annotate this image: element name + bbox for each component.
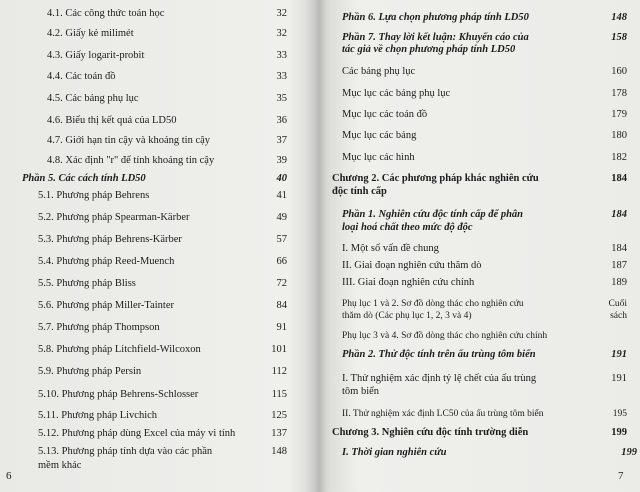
page-number: 6 [6,470,12,482]
page-number: 7 [618,470,624,482]
left-page: 4.1. Các công thức toán học 32 4.2. Giấy kẻ milimét 32 4.3. Giấy logarit-probit 33 4.4. Các toán đồ 33 4.5. Các bảng phụ lục 35 4.6. Biểu thị kết quả của LD50 36 4.7. Giới hạn tin cậy và khoảng tin cậy 37 4.8. Xác định "r" để tính khoảng tin cậy 39 Phần 5. Các cách tính LD50 40 5.1. Phương pháp Behrens 41 5.2. Phương pháp Spearman-Kärber 49 5.3. Phương pháp Behrens-Kärber 57 5.4. Phương pháp Reed-Muench 66 5.5. Phương pháp Bliss 72 5.6. Phương pháp Miller-Tainter 84 5.7. Phương pháp Thompson 91 5.8. Phương pháp Litchfield-Wilcoxon 101 5.9. Phương pháp Persin 112 5.10. Phương pháp Behrens-Schlosser 115 5.11. Phương pháp Livchich 125 5.12. Phương pháp dùng Excel của máy vi tính 137 5.13. Phương pháp tính dựa vào các phần 148 mềm khác 6 [6,8,287,482]
right-page: Phần 6. Lựa chọn phương pháp tính LD50 148 Phần 7. Thay lời kết luận: Khuyến cáo của 158 tác giả về chọn phương pháp tính LD50 Các bảng phụ lục 160 Mục lục các bảng phụ lục 178 Mục lục các toán đồ 179 Mục lục các bảng 180 Mục lục các hình 182 Chương 2. Các phương pháp khác nghiên cứu 184 độc tính cấp Phần 1. Nghiên cứu độc tính cấp để phân 184 loại hoá chất theo mức độ độc I. Một số vấn đề chung 184 II. Giai đoạn nghiên cứu thăm dò 187 III. Giai đoạn nghiên cứu chính 189 Phụ lục 1 và 2. Sơ đồ dòng thác cho nghiên cứu Cuối thăm dò (Các phụ lục 1, 2, 3 và 4) sách Phụ lục 3 và 4. Sơ đồ dòng thác cho nghiên cứu chính Phần 2. Thử độc tính trên ấu trùng tôm biển 191 I. Thử nghiệm xác định tỷ lệ chết của ấu trùng 191 tôm biển II. Thử nghiệm xác định LC50 của ấu trùng tôm biển 195 Chương 3. Nghiên cứu độc tính trường diễn 199 I. Thời gian nghiên cứu 199 7 [332,12,637,482]
